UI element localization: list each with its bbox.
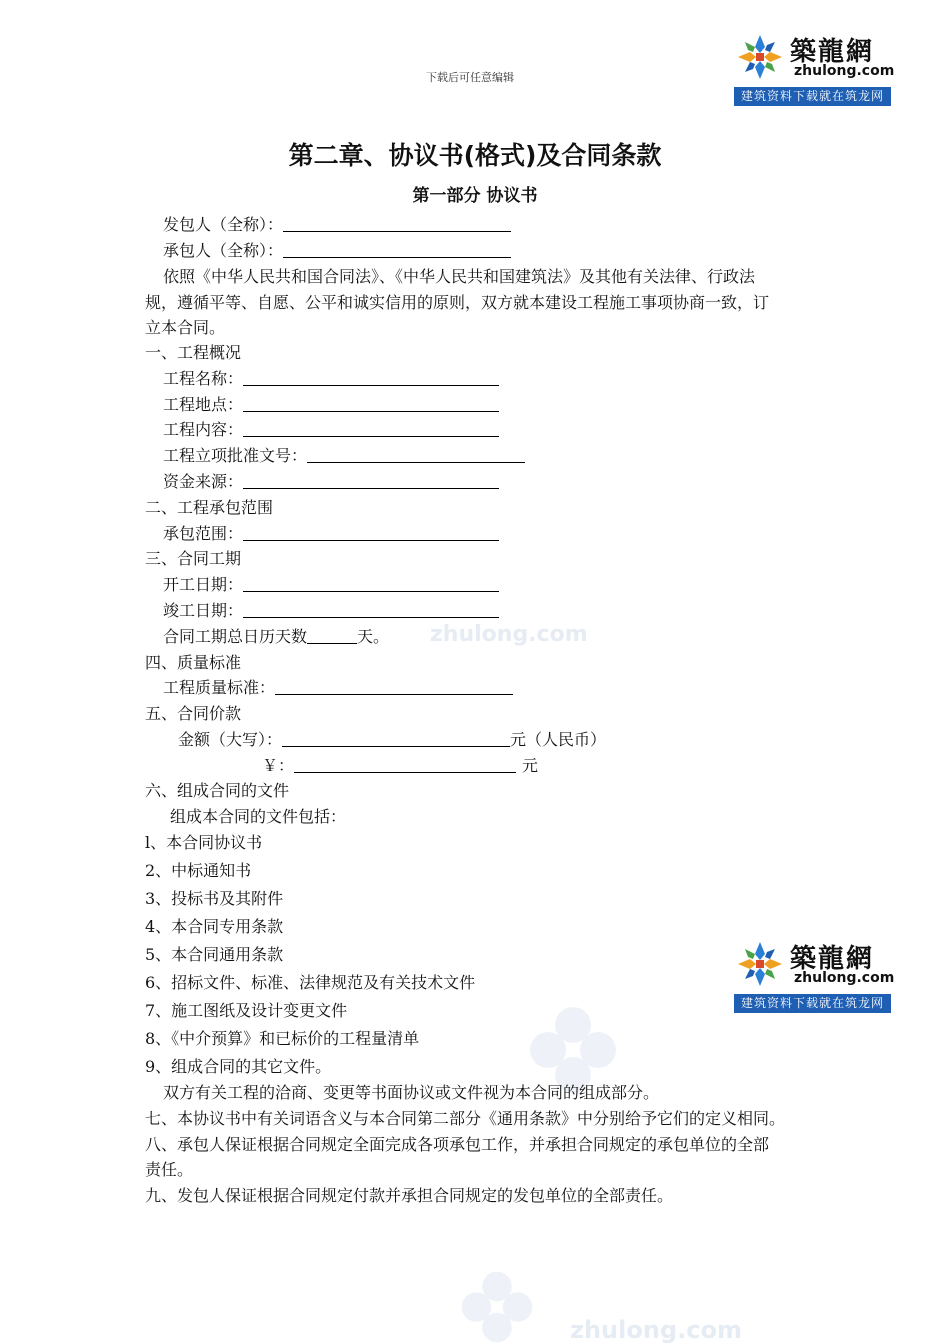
project-name-field (163, 369, 499, 389)
clause-7: 七、本协议书中有关词语含义与本合同第二部分《通用条款》中分别给予它们的定义相同。 (145, 1109, 786, 1128)
total-days-label: 合同工期总日历天数 (163, 627, 308, 646)
end-date-blank[interactable] (243, 603, 499, 618)
start-date-label: 开工日期： (163, 575, 244, 594)
quality-standard-blank[interactable] (275, 680, 513, 695)
amount-words-label: 金额（大写）： (178, 730, 283, 749)
project-location-field (163, 395, 499, 415)
amount-figures-unit: 元 (522, 756, 539, 775)
zhulong-logo (734, 936, 895, 1014)
total-days-field (163, 627, 389, 647)
section-heading: 五、合同价款 (145, 704, 242, 723)
section-heading: 六、组成合同的文件 (145, 781, 290, 800)
document-item: 2、中标通知书 (145, 861, 252, 880)
document-item: 3、投标书及其附件 (145, 889, 284, 908)
document-item: 5、本合同通用条款 (145, 945, 284, 964)
document-item: l、本合同协议书 (145, 833, 263, 852)
project-content-field (163, 420, 499, 440)
document-item: 4、本合同专用条款 (145, 917, 284, 936)
start-date-field (163, 575, 499, 595)
quality-standard-label: 工程质量标准： (163, 678, 276, 697)
document-title: 第二章、协议书(格式)及合同条款 (288, 141, 662, 170)
documents-intro: 组成本合同的文件包括： (170, 807, 347, 826)
header-note: 下载后可任意编辑 (426, 71, 514, 84)
logo-name-cn: 築龍網 (790, 944, 875, 974)
zhulong-logo (734, 29, 895, 107)
document-subtitle: 第一部分 协议书 (412, 186, 538, 206)
watermark-text: zhulong.com (570, 1316, 742, 1344)
employer-blank[interactable] (283, 217, 511, 232)
amount-figures-label: ￥： (262, 756, 295, 775)
amount-figures-blank[interactable] (294, 758, 516, 773)
end-date-field (163, 601, 499, 621)
logo-name-en: zhulong.com (794, 970, 895, 986)
logo-slogan: 建筑资料下载就在筑龙网 (734, 87, 891, 106)
clause-9: 九、发包人保证根据合同规定付款并承担合同规定的发包单位的全部责任。 (145, 1186, 674, 1205)
funding-source-field (163, 472, 499, 492)
scope-label: 承包范围： (163, 524, 244, 543)
section-heading: 二、工程承包范围 (145, 498, 274, 517)
document-item: 9、组成合同的其它文件。 (145, 1057, 332, 1076)
clause-8-line: 责任。 (145, 1160, 194, 1179)
section-heading: 一、工程概况 (145, 343, 242, 362)
contractor-label: 承包人（全称）： (163, 241, 284, 260)
scope-field (163, 524, 499, 544)
contractor-field (163, 241, 511, 261)
employer-label: 发包人（全称）： (163, 215, 284, 234)
start-date-blank[interactable] (243, 577, 499, 592)
scope-blank[interactable] (243, 526, 499, 541)
total-days-unit: 天。 (357, 627, 390, 646)
total-days-blank[interactable] (307, 629, 357, 644)
employer-field (163, 215, 511, 235)
watermark-text: zhulong.com (430, 622, 588, 647)
amount-words-field (178, 730, 606, 750)
documents-note: 双方有关工程的洽商、变更等书面协议或文件视为本合同的组成部分。 (163, 1083, 660, 1102)
funding-source-label: 资金来源： (163, 472, 244, 491)
intro-line: 立本合同。 (145, 318, 226, 337)
zhulong-flower-icon (736, 33, 784, 81)
section-heading: 四、质量标准 (145, 653, 242, 672)
intro-line: 依照《中华人民共和国合同法》、《中华人民共和国建筑法》及其他有关法律、行政法 (163, 267, 756, 286)
quality-standard-field (163, 678, 513, 698)
document-item: 6、招标文件、标准、法律规范及有关技术文件 (145, 973, 476, 992)
section-heading: 三、合同工期 (145, 549, 242, 568)
amount-words-unit: 元（人民币） (510, 730, 607, 749)
project-name-blank[interactable] (243, 371, 499, 386)
project-content-label: 工程内容： (163, 420, 244, 439)
approval-number-field (163, 446, 525, 466)
watermark-flower-icon (528, 1005, 618, 1095)
funding-source-blank[interactable] (243, 474, 499, 489)
end-date-label: 竣工日期： (163, 601, 244, 620)
zhulong-flower-icon (736, 940, 784, 988)
project-location-label: 工程地点： (163, 395, 244, 414)
logo-name-cn: 築龍網 (790, 37, 875, 67)
approval-number-blank[interactable] (307, 448, 525, 463)
logo-name-en: zhulong.com (794, 63, 895, 79)
approval-number-label: 工程立项批准文号： (163, 446, 308, 465)
watermark-flower-icon (460, 1270, 534, 1344)
amount-figures-field (262, 756, 538, 776)
logo-slogan: 建筑资料下载就在筑龙网 (734, 994, 891, 1013)
clause-8-line: 八、承包人保证根据合同规定全面完成各项承包工作，并承担合同规定的承包单位的全部 (145, 1135, 770, 1154)
project-content-blank[interactable] (243, 422, 499, 437)
document-item: 8、《中介预算》和已标价的工程量清单 (145, 1029, 420, 1048)
intro-line: 规，遵循平等、自愿、公平和诚实信用的原则，双方就本建设工程施工事项协商一致，订 (145, 293, 770, 312)
document-item: 7、施工图纸及设计变更文件 (145, 1001, 348, 1020)
project-location-blank[interactable] (243, 397, 499, 412)
project-name-label: 工程名称： (163, 369, 244, 388)
contractor-blank[interactable] (283, 243, 511, 258)
amount-words-blank[interactable] (282, 732, 510, 747)
